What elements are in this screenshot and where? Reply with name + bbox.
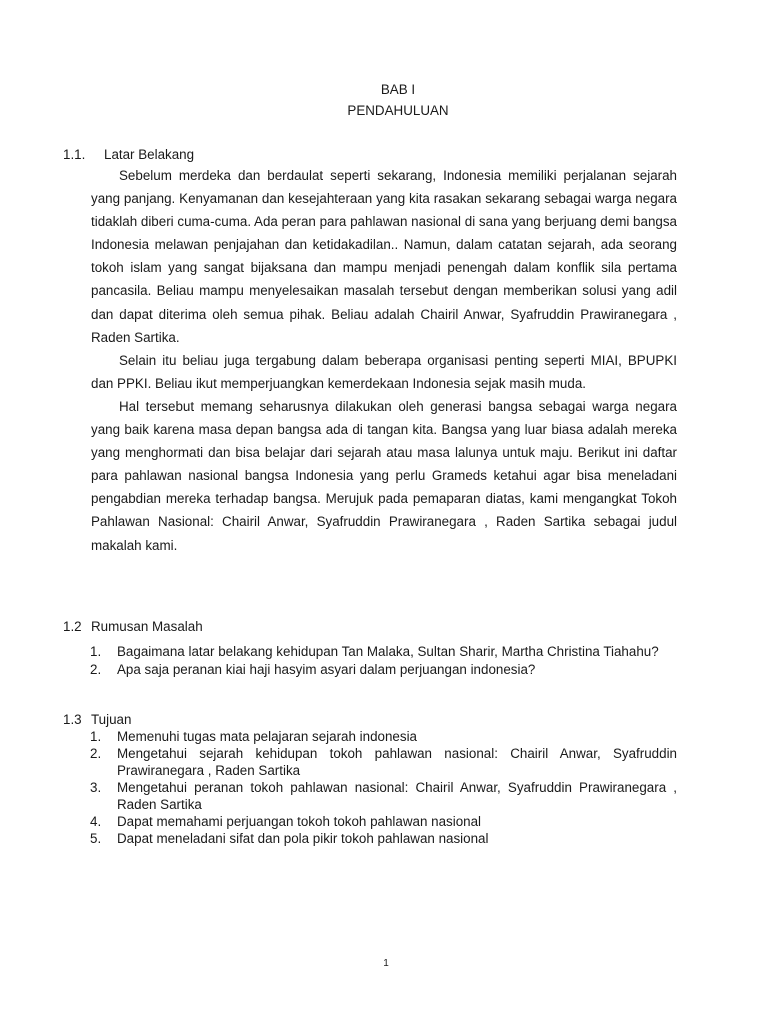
page-number: 1 [383,958,389,969]
section-number: 1.3 [63,712,82,727]
list-text: Memenuhi tugas mata pelajaran sejarah indonesia [117,729,417,744]
section-title: Rumusan Masalah [91,619,203,634]
chapter-title-block [0,79,768,121]
list-text: Mengetahui peranan tokoh pahlawan nasional: Chairil Anwar, Syafruddin Prawiranegara , Raden Sartika [117,780,677,812]
list-number: 2. [90,662,102,677]
chapter-number: BAB I [380,82,416,97]
list-item [90,745,677,779]
list-number: 2. [90,746,102,761]
list-item [90,779,677,813]
section-heading-rumusan-masalah [63,618,203,636]
list-item [90,813,677,830]
list-item [90,643,677,660]
section-title: Latar Belakang [104,147,195,162]
chapter-title: PENDAHULUAN [347,103,449,118]
section-heading-latar-belakang [63,146,194,164]
list-number: 1. [90,644,102,659]
list-text: Bagaimana latar belakang kehidupan Tan Malaka, Sultan Sharir, Martha Christina Tiahahu? [117,644,659,659]
section-number: 1.2 [63,619,82,634]
tujuan-list [90,728,677,847]
list-text: Mengetahui sejarah kehidupan tokoh pahlawan nasional: Chairil Anwar, Syafruddin Prawiranegara , Raden Sartika [117,746,677,778]
list-item [90,661,677,678]
paragraph: Selain itu beliau juga tergabung dalam beberapa organisasi penting seperti MIAI, BPUPKI dan PPKI. Beliau ikut memperjuangkan kemerdekaan Indonesia sejak masih muda. [91,352,677,391]
list-number: 5. [90,831,102,846]
list-number: 3. [90,780,102,795]
list-text: Dapat memahami perjuangan tokoh tokoh pahlawan nasional [117,814,482,829]
list-number: 4. [90,814,102,829]
list-text: Dapat meneladani sifat dan pola pikir tokoh pahlawan nasional [117,831,489,846]
paragraph: Sebelum merdeka dan berdaulat seperti sekarang, Indonesia memiliki perjalanan sejarah yang panjang. Kenyamanan dan kesejahteraan yang kita rasakan sekarang sebagai warga negara tidaklah diberi cuma-cuma. Ada peran para pahlawan nasional di sana yang berjuang demi bangsa Indonesia melawan penjajahan dan ketidakadilan.. Namun, dalam catatan sejarah, ada seorang tokoh islam yang sangat bijaksana dan mampu menjadi penengah dalam konflik sila pertama pancasila. Beliau mampu menyelesaikan masalah tersebut dengan memberikan solusi yang adil dan dapat diterima oleh semua pihak. Beliau adalah Chairil Anwar, Syafruddin Prawiranegara , Raden Sartika. [91,168,677,345]
list-item [90,830,677,847]
section-number: 1.1. [63,147,86,162]
list-item [90,728,677,745]
rumusan-masalah-list [90,643,677,678]
paragraph: Hal tersebut memang seharusnya dilakukan oleh generasi bangsa sebagai warga negara yang baik karena masa depan bangsa ada di tangan kita. Bangsa yang luar biasa adalah mereka yang menghormati dan bisa belajar dari sejarah atau masa lalunya untuk maju. Berikut ini daftar para pahlawan nasional bangsa Indonesia yang perlu Grameds ketahui agar bisa meneladani pengabdian mereka terhadap bangsa. Merujuk pada pemaparan diatas, kami mengangkat Tokoh Pahlawan Nasional: Chairil Anwar, Syafruddin Prawiranegara , Raden Sartika sebagai judul makalah kami. [91,398,677,553]
list-number: 1. [90,729,102,744]
section-title: Tujuan [91,712,132,727]
section-heading-tujuan [63,711,131,729]
list-text: Apa saja peranan kiai haji hasyim asyari dalam perjuangan indonesia? [117,662,536,677]
latar-belakang-body [91,164,677,557]
